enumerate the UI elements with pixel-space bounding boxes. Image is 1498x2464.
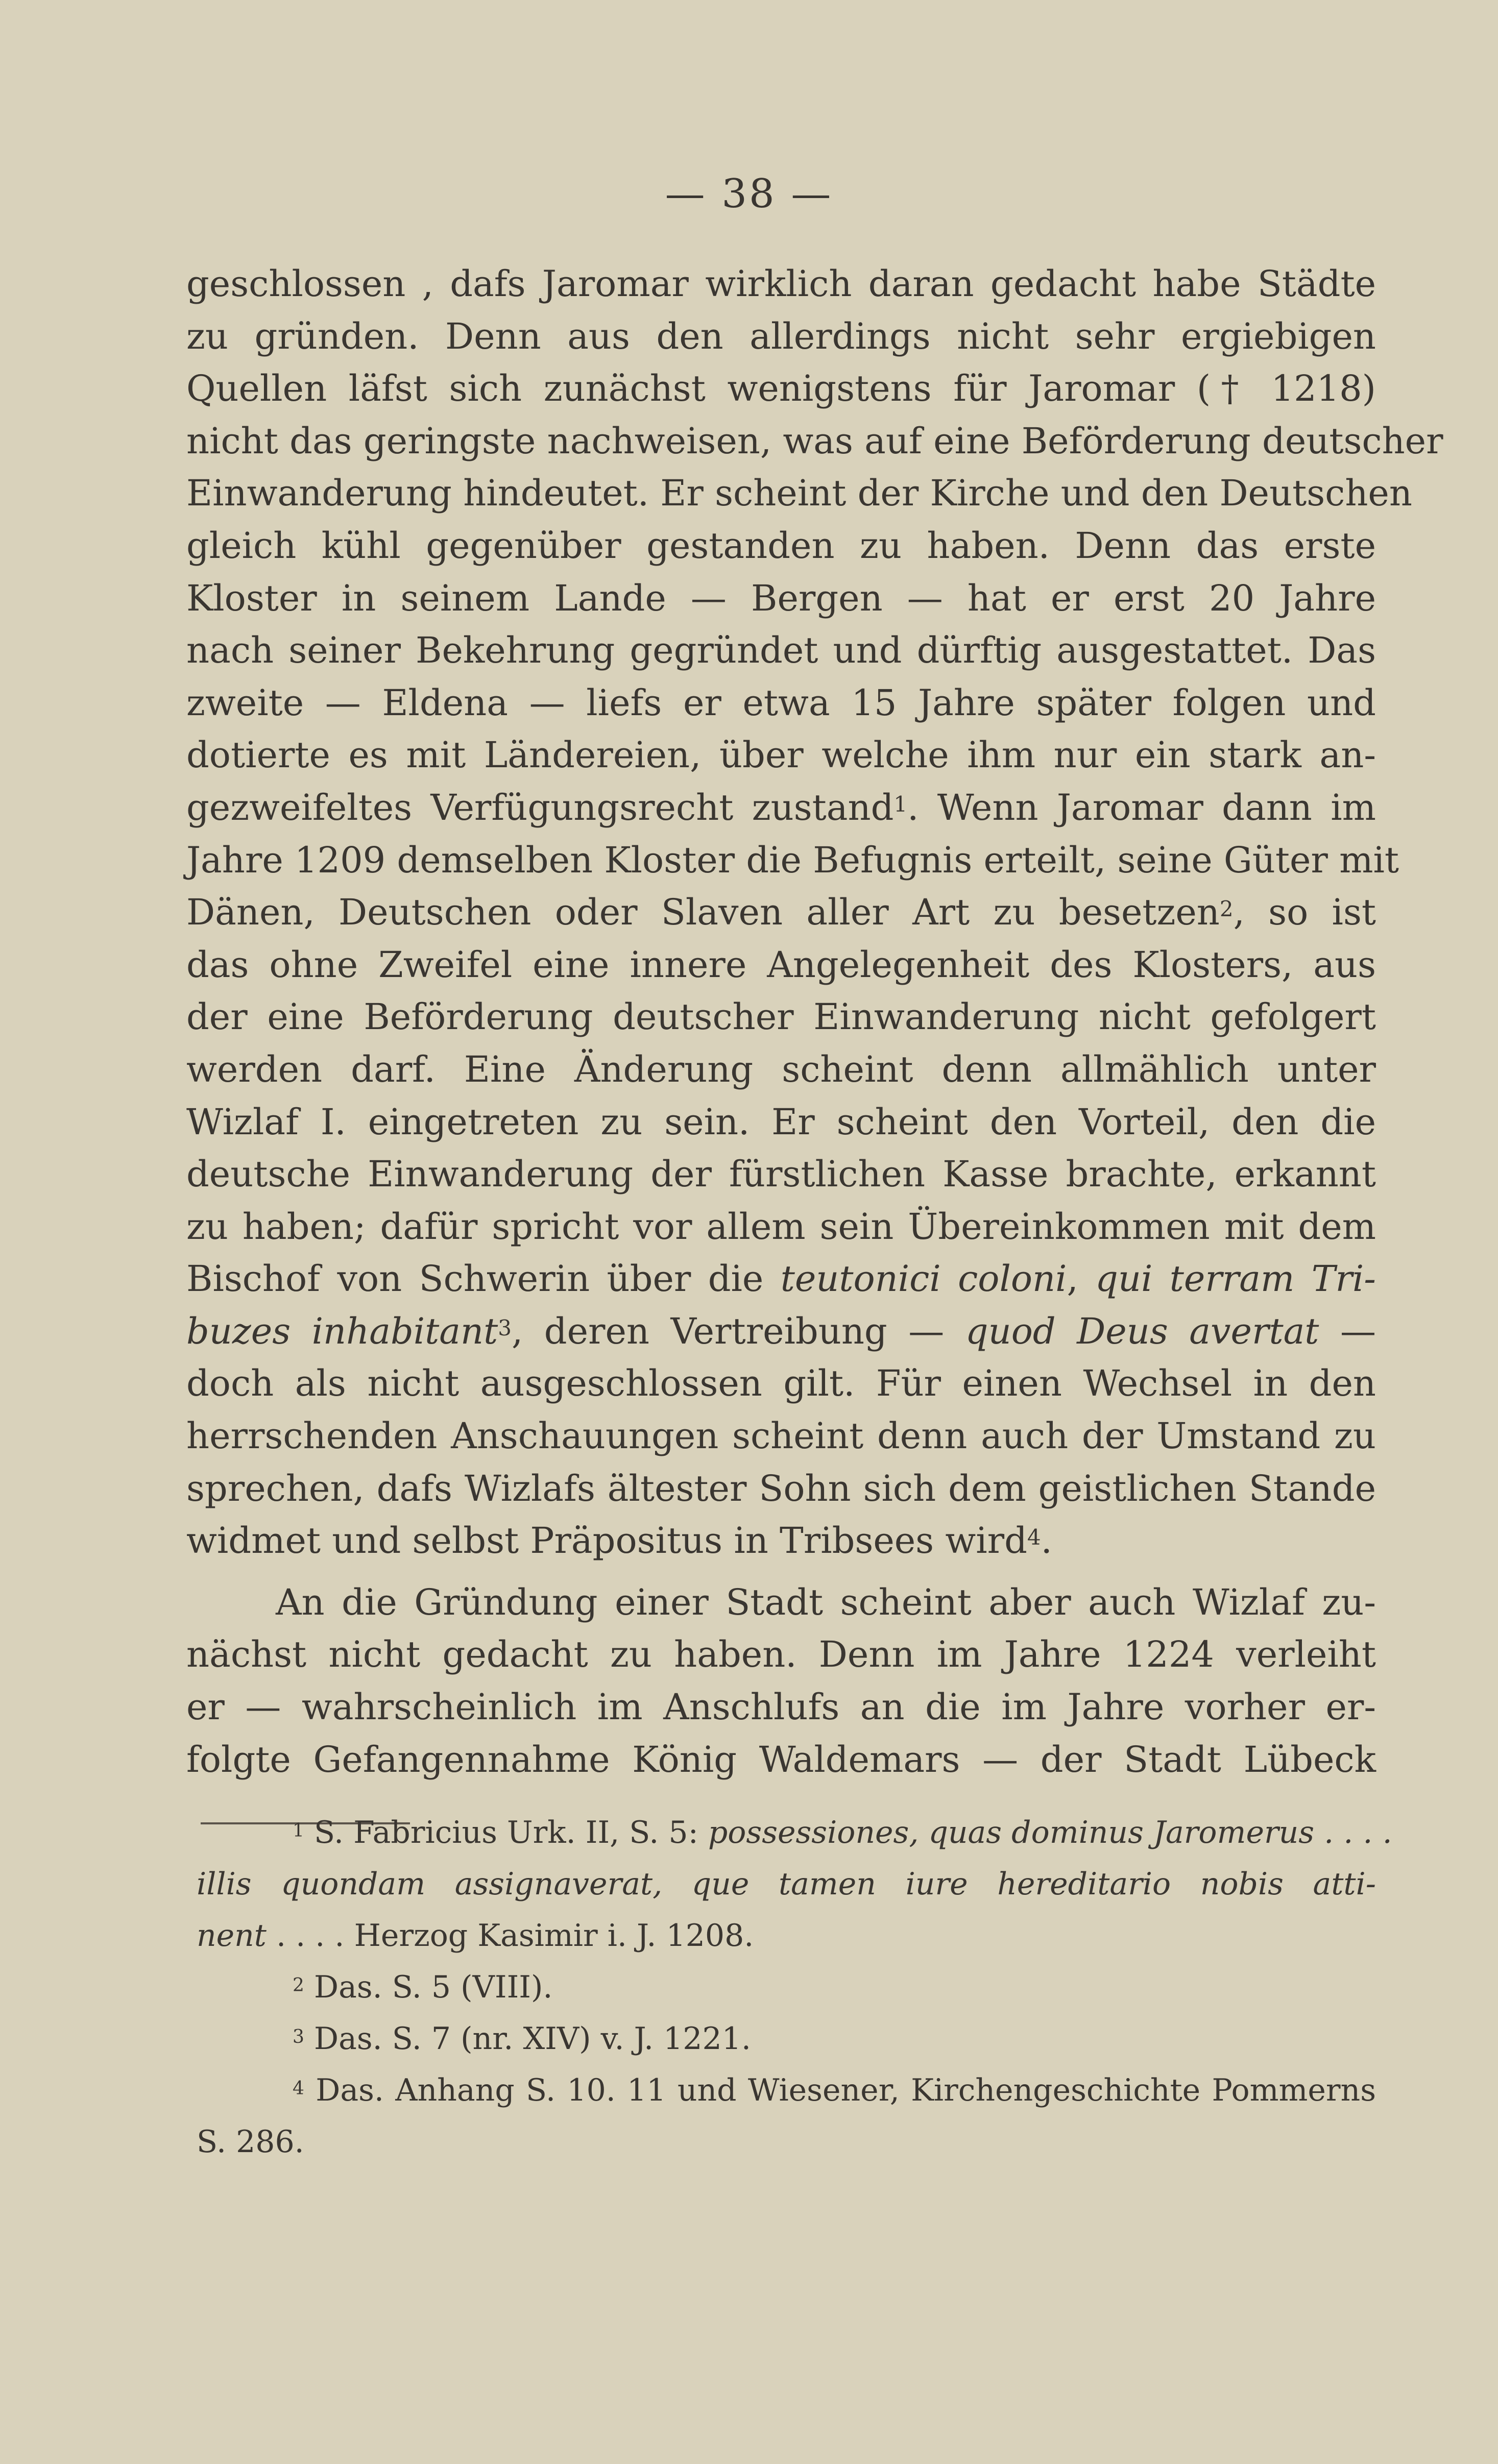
text-line: nach seiner Bekehrung gegründet und dürftig ausgestattet. Das	[186, 629, 1376, 672]
text-line: gleich kühl gegenüber gestanden zu haben. Denn das erste	[186, 524, 1376, 567]
footnote-ref: 3	[498, 1315, 512, 1340]
text-line: An die Gründung einer Stadt scheint aber auch Wizlaf zu-	[276, 1581, 1376, 1623]
text-line: Einwanderung hindeutet. Er scheint der Kirche und den Deutschen	[186, 472, 1412, 515]
text-line: widmet und selbst Präpositus in Tribsees wird$^4$.	[186, 1520, 1052, 1562]
footnote-4-cont: S. 286.	[197, 2124, 304, 2160]
text-line: geschlossen , dafs Jaromar wirklich daran gedacht habe Städte	[186, 263, 1376, 305]
paragraph-2	[186, 1576, 1376, 1786]
footnote-1: $^1$ S. Fabricius Urk. II, S. 5: possessiones, quas dominus Jaromerus . . . .	[293, 1815, 1392, 1850]
text-line: werden darf. Eine Änderung scheint denn allmählich unter	[186, 1048, 1376, 1090]
footnote-1-cont: illis quondam assignaverat, que tamen iure hereditario nobis atti-	[197, 1866, 1376, 1902]
footnote-2: $^2$ Das. S. 5 (VIII).	[293, 1969, 553, 2005]
text-line: nächst nicht gedacht zu haben. Denn im Jahre 1224 verleiht	[186, 1633, 1376, 1676]
text-line: Jahre 1209 demselben Kloster die Befugnis erteilt, seine Güter mit	[186, 839, 1399, 881]
text-line: zu haben; dafür spricht vor allem sein Übereinkommen mit dem	[186, 1205, 1376, 1248]
body-text	[186, 258, 1443, 1786]
text-line: nicht das geringste nachweisen, was auf eine Beförderung deutscher	[186, 420, 1443, 462]
text-line: deutsche Einwanderung der fürstlichen Kasse brachte, erkannt	[186, 1153, 1376, 1196]
text-line: dotierte es mit Ländereien, über welche ihm nur ein stark an-	[186, 734, 1376, 776]
footnote-ref: 1	[893, 791, 908, 817]
text-line: folgte Gefangennahme König Waldemars — der Stadt Lübeck	[186, 1738, 1376, 1780]
text-line: der eine Beförderung deutscher Einwanderung nicht gefolgert	[186, 996, 1376, 1038]
text-line: doch als nicht ausgeschlossen gilt. Für einen Wechsel in den	[186, 1362, 1376, 1405]
footnote-1-cont: nent . . . . Herzog Kasimir i. J. 1208.	[197, 1918, 754, 1954]
footnotes	[197, 1807, 1392, 2168]
footnote-ref: 2	[1219, 896, 1234, 922]
text-line: das ohne Zweifel eine innere Angelegenheit des Klosters, aus	[186, 943, 1376, 986]
text-line: Wizlaf I. eingetreten zu sein. Er scheint den Vorteil, den die	[186, 1101, 1376, 1143]
footnote-ref: 4	[1027, 1525, 1041, 1550]
text-line: gezweifeltes Verfügungsrecht zustand$^1$. Wenn Jaromar dann im	[186, 786, 1376, 828]
footnote-4: $^4$ Das. Anhang S. 10. 11 und Wiesener, Kirchengeschichte Pommerns	[293, 2072, 1376, 2108]
text-line: buzes inhabitant$^3$, deren Vertreibung — quod Deus avertat —	[186, 1310, 1376, 1352]
text-line: er — wahrscheinlich im Anschlufs an die im Jahre vorher er-	[186, 1686, 1376, 1728]
text-line: zweite — Eldena — liefs er etwa 15 Jahre später folgen und	[186, 681, 1376, 724]
text-line: Quellen läfst sich zunächst wenigstens für Jaromar († 1218)	[186, 368, 1376, 410]
paragraph-1	[186, 258, 1443, 1253]
page-number: — 38 —	[665, 171, 833, 217]
text-line: Dänen, Deutschen oder Slaven aller Art zu besetzen$^2$, so ist	[186, 891, 1376, 934]
text-line: herrschenden Anschauungen scheint denn auch der Umstand zu	[186, 1415, 1376, 1457]
text-line: zu gründen. Denn aus den allerdings nicht sehr ergiebigen	[186, 315, 1376, 357]
footnote-3: $^3$ Das. S. 7 (nr. XIV) v. J. 1221.	[293, 2021, 751, 2057]
text-line: Kloster in seinem Lande — Bergen — hat er erst 20 Jahre	[186, 577, 1376, 619]
text-line: Bischof von Schwerin über die teutonici coloni, qui terram Tri-	[186, 1258, 1376, 1300]
text-line: sprechen, dafs Wizlafs ältester Sohn sich dem geistlichen Stande	[186, 1467, 1376, 1509]
